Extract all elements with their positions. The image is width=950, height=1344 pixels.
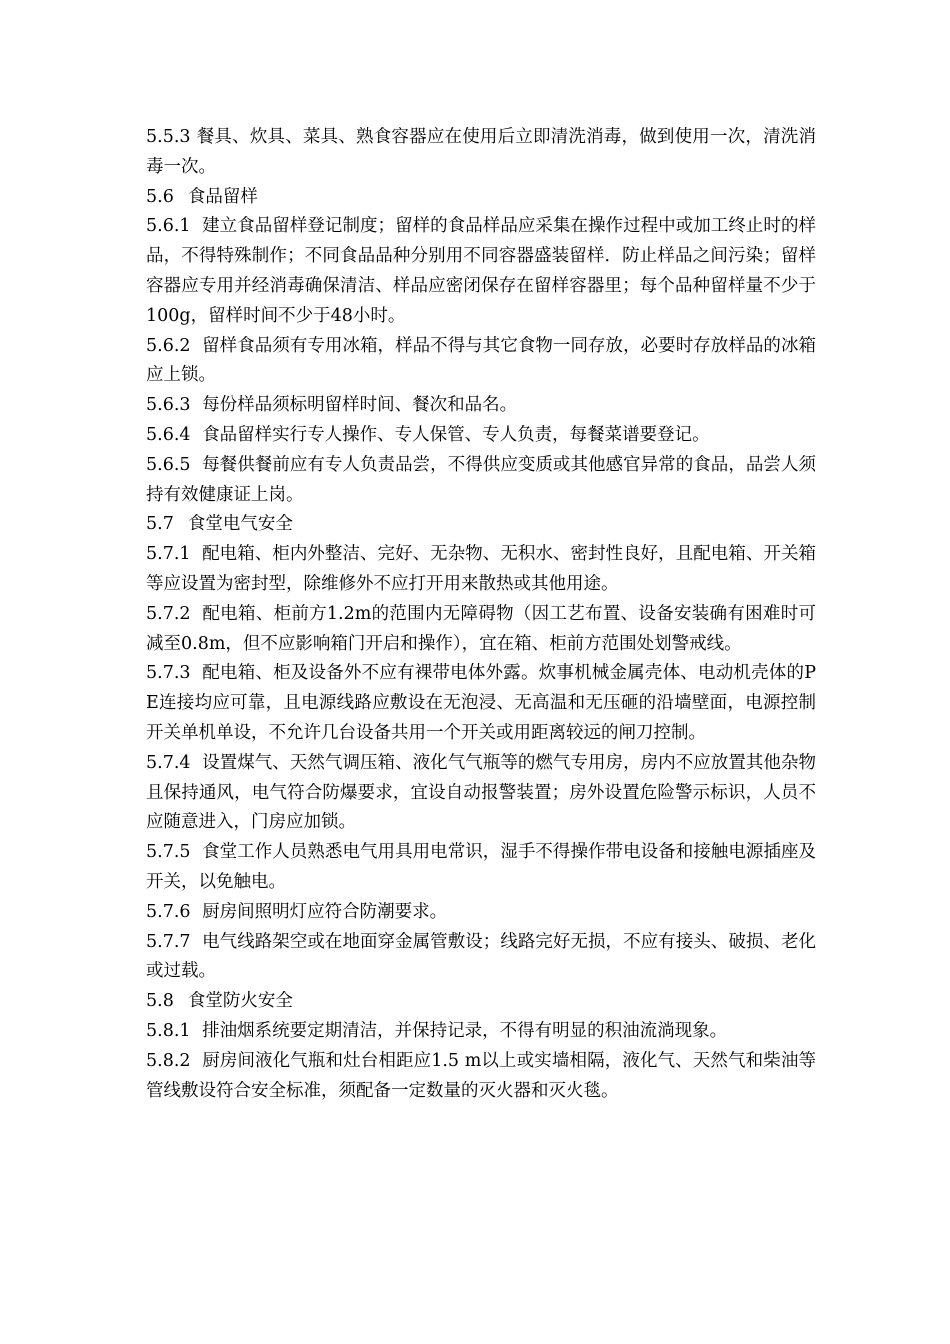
clause-number: 5.6.5 bbox=[146, 454, 191, 475]
clause-text: 食堂工作人员熟悉电气用具用电常识，湿手不得操作带电设备和接触电源插座及开关，以免触电。 bbox=[146, 842, 816, 892]
clause-5-6-3 bbox=[146, 391, 816, 421]
clause-5-7-6 bbox=[146, 898, 816, 928]
clause-text: 厨房间液化气瓶和灶台相距应1.5 m以上或实墙相隔，液化气、天然气和柴油等管线敷设符合安全标准，须配备一定数量的灭火器和灭火毯。 bbox=[146, 1050, 816, 1101]
clause-5-7-7 bbox=[146, 928, 816, 988]
section-heading-5-6 bbox=[146, 183, 816, 213]
clause-number: 5.8.2 bbox=[146, 1050, 191, 1071]
clause-number: 5.7.7 bbox=[146, 931, 191, 952]
section-heading-5-8 bbox=[146, 987, 816, 1017]
clause-text: 每份样品须标明留样时间、餐次和品名。 bbox=[196, 395, 518, 416]
clause-5-7-2 bbox=[146, 600, 816, 660]
clause-number: 5.7.6 bbox=[146, 901, 191, 922]
clause-number: 5.7.1 bbox=[146, 544, 191, 565]
section-title: 食堂电气安全 bbox=[187, 514, 293, 535]
clause-number: 5.5.3 bbox=[146, 127, 191, 147]
clause-text: 电气线路架空或在地面穿金属管敷设；线路完好无损，不应有接头、破损、老化或过载。 bbox=[146, 931, 816, 982]
clause-number: 5.6.2 bbox=[146, 335, 191, 356]
clause-5-8-1 bbox=[146, 1017, 816, 1047]
clause-text: 厨房间照明灯应符合防潮要求。 bbox=[196, 901, 448, 922]
clause-5-7-1 bbox=[146, 540, 816, 600]
clause-number: 5.6.1 bbox=[146, 216, 191, 237]
clause-5-7-3 bbox=[146, 659, 816, 748]
clause-5-5-3 bbox=[146, 123, 816, 183]
clause-number: 5.6.3 bbox=[146, 395, 191, 416]
section-title: 食品留样 bbox=[187, 186, 258, 207]
section-heading-5-7 bbox=[146, 510, 816, 540]
clause-text: 配电箱、柜及设备外不应有裸带电体外露。炊事机械金属壳体、电动机壳体的PE连接均应可靠，且电源线路应敷设在无泡浸、无高温和无压砸的沿墙壁面，电源控制开关单机单设，不允许几台设备共用一个开关或用距离较远的闸刀控制。 bbox=[146, 663, 816, 743]
clause-5-7-5 bbox=[146, 838, 816, 898]
clause-5-7-4 bbox=[146, 749, 816, 838]
clause-number: 5.7.2 bbox=[146, 603, 191, 624]
clause-text: 餐具、炊具、菜具、熟食容器应在使用后立即清洗消毒，做到使用一次，清洗消毒一次。 bbox=[146, 127, 816, 177]
clause-text: 留样食品须有专用冰箱，样品不得与其它食物一同存放，必要时存放样品的冰箱应上锁。 bbox=[146, 335, 816, 386]
clause-5-6-1 bbox=[146, 212, 816, 331]
clause-5-6-5 bbox=[146, 451, 816, 511]
clause-text: 配电箱、柜内外整洁、完好、无杂物、无积水、密封性良好，且配电箱、开关箱等应设置为密封型，除维修外不应打开用来散热或其他用途。 bbox=[146, 544, 816, 594]
clause-text: 配电箱、柜前方1.2m的范围内无障碍物（因工艺布置、设备安装确有困难时可减至0.8m，但不应影响箱门开启和操作），宜在箱、柜前方范围处划警戒线。 bbox=[146, 603, 816, 654]
clause-number: 5.8.1 bbox=[146, 1020, 191, 1041]
clause-number: 5.7.3 bbox=[146, 663, 191, 684]
clause-number: 5.7.4 bbox=[146, 752, 191, 773]
clause-5-8-2 bbox=[146, 1047, 816, 1107]
section-number: 5.7 bbox=[146, 514, 174, 535]
clause-text: 排油烟系统要定期清洁，并保持记录，不得有明显的积油流淌现象。 bbox=[196, 1020, 728, 1041]
clause-number: 5.6.4 bbox=[146, 424, 191, 445]
section-number: 5.6 bbox=[146, 186, 174, 207]
clause-5-6-2 bbox=[146, 332, 816, 392]
section-number: 5.8 bbox=[146, 991, 174, 1012]
clause-5-6-4 bbox=[146, 421, 816, 451]
clause-number: 5.7.5 bbox=[146, 842, 191, 863]
clause-text: 建立食品留样登记制度；留样的食品样品应采集在操作过程中或加工终止时的样品，不得特殊制作；不同食品品种分别用不同容器盛装留样．防止样品之间污染；留样容器应专用并经消毒确保清洁、样品应密闭保存在留样容器里；每个品种留样量不少于100g，留样时间不少于48小时。 bbox=[146, 216, 816, 326]
clause-text: 每餐供餐前应有专人负责品尝，不得供应变质或其他感官异常的食品，品尝人须持有效健康证上岗。 bbox=[146, 454, 816, 505]
document-page bbox=[146, 123, 816, 1106]
clause-text: 设置煤气、天然气调压箱、液化气气瓶等的燃气专用房，房内不应放置其他杂物且保持通风，电气符合防爆要求，宜设自动报警装置；房外设置危险警示标识，人员不应随意进入，门房应加锁。 bbox=[146, 752, 816, 833]
clause-text: 食品留样实行专人操作、专人保管、专人负责，每餐菜谱要登记。 bbox=[196, 424, 710, 445]
section-title: 食堂防火安全 bbox=[187, 991, 293, 1012]
